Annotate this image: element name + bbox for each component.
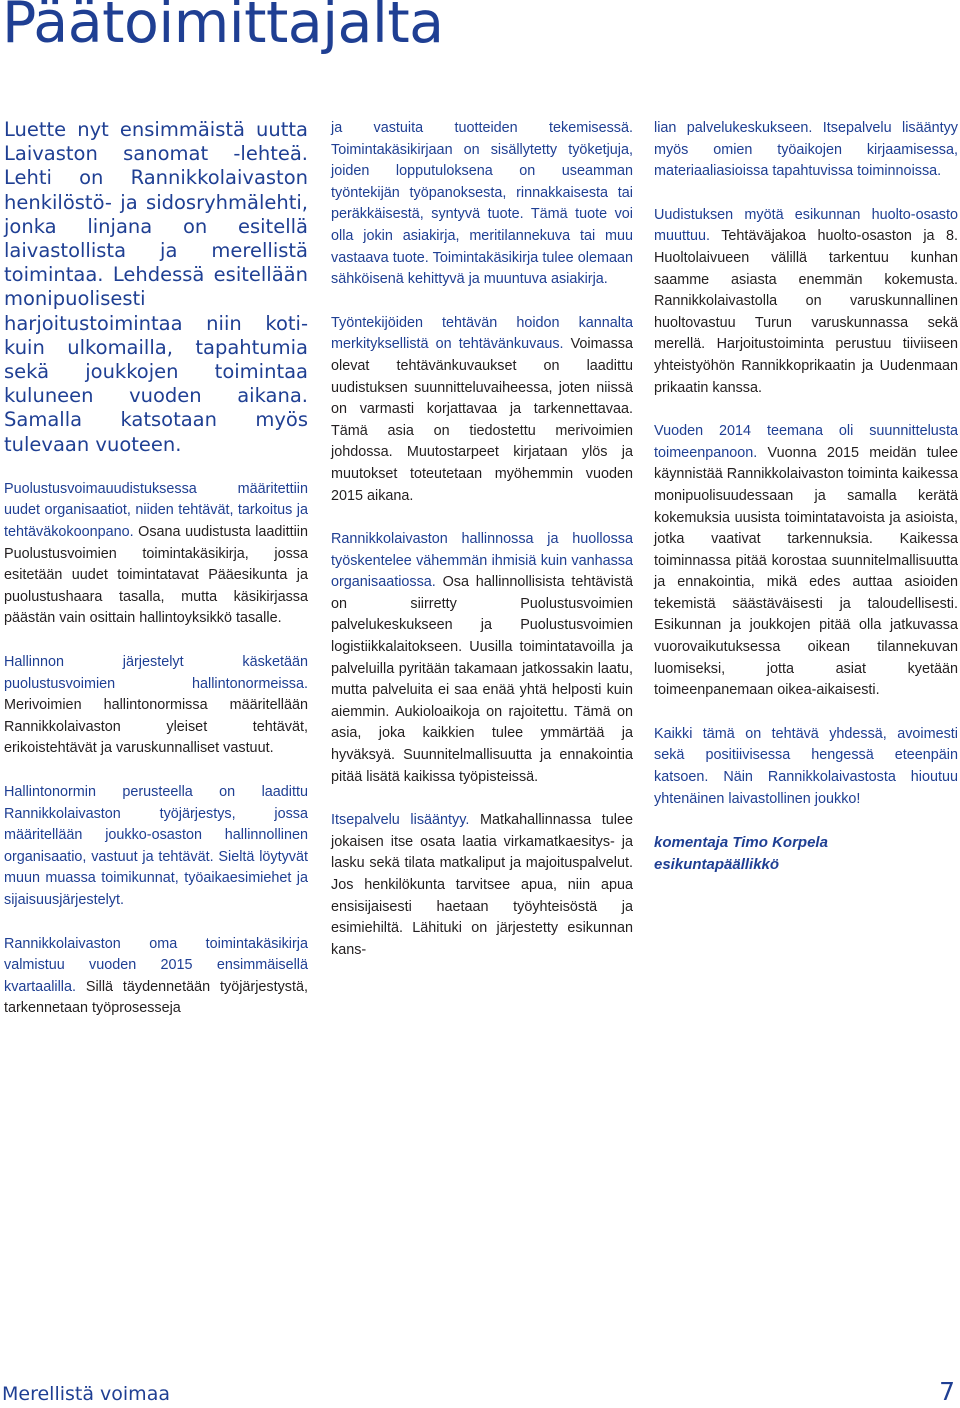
paragraph-lead: Itsepalvelu lisääntyy. xyxy=(331,812,470,829)
paragraph-lead: Rannikkolaivaston oma toimintakäsikirja valmistuu vuoden 2015 ensimmäisellä kvartaalilla. xyxy=(4,935,308,995)
paragraph-lead: Rannikkolaivaston hallinnossa ja huollossa työskentelee vähemmän ihmisiä kuin vanhassa organisaatiossa. xyxy=(331,531,633,591)
paragraph-lead: Puolustusvoimauudistuksessa määritettiin uudet organisaatiot, niiden tehtävät, tarkoitus ja tehtäväkokoonpano. xyxy=(4,480,308,541)
paragraph-lead: Uudistuksen myötä esikunnan huolto-osasto muuttuu. xyxy=(654,206,958,245)
column-2 xyxy=(331,118,633,983)
author-signature xyxy=(654,832,958,875)
paragraph-lead: Työntekijöiden tehtävän hoidon kannalta merkityksellistä on tehtävänkuvaus. xyxy=(331,314,633,353)
lede-paragraph: Luette nyt ensimmäistä uutta Laivaston sanomat -lehteä. Lehti on Rannikkolaivaston henkilöstö- ja sidosryhmälehti, jonka linjana on esitellä laivastollista ja merellistä toimintaa. Lehdessä esitellään monipuolisesti harjoitustoimintaa niin koti- kuin ulkomailla, tapahtumia sekä joukkojen toimintaa kuluneen vuoden aikana. Samalla katsotaan myös tulevaan vuoteen. xyxy=(4,118,308,456)
column-3 xyxy=(654,118,958,875)
paragraph-text: Osa hallinnollisista tehtävistä on siirretty Puolustusvoimien palvelukeskukseen ja Puolustusvoimien logistiikkalaitokseen. Uusilla toimintatavoilla ja palveluilla pyritään takamaan jatkossakin laatu, mutta palveluita ei saa enää yhtä helposti kuin aiemmin. Aukioloaikoja on rajoitettu. Tämä on asia, joka kaikkien tulee ymmärtää ja hyväksyä. Suunnitelmallisuutta ja ennakointia pitää lisätä kaikissa työpisteissä. xyxy=(331,574,633,785)
paragraph xyxy=(654,724,958,810)
paragraph-text: Merivoimien hallintonormissa määritellään Rannikkolaivaston yleiset tehtävät, erikoistehtävät ja varuskunnalliset vastuut. xyxy=(4,697,308,757)
column-1 xyxy=(4,118,308,1042)
publication-name: Merellistä voimaa xyxy=(2,1383,170,1405)
paragraph-text: Matkahallinnassa tulee jokaisen itse osata laatia virkamatkaesitys- ja lasku sekä tilata matkaliput ja majoituspalvelut. Jos henkilökunta tarvitsee apua, niin apua ensisijaisesti haetaan työyhteisöstä ja esimiehiltä. Lähituki on järjestetty esikunnan kans- xyxy=(331,812,633,958)
paragraph: lian palvelukeskukseen. Itsepalvelu lisääntyy myös omien työaikojen kirjaamisessa, materiaaliasioissa tapahtuvissa toiminnoissa. xyxy=(654,120,958,180)
paragraph xyxy=(4,934,308,1020)
paragraph xyxy=(331,810,633,961)
paragraph xyxy=(4,782,308,912)
author-role: esikuntapäällikkö xyxy=(654,855,780,873)
paragraph-text: Voimassa olevat tehtävänkuvaukset on laadittu uudistuksen suunnitteluvaiheessa, joten niissä on varmasti korjattavaa ja tarkennettavaa. Tämä asia on tiedostettu merivoimien johdossa. Muutostarpeet kirjataan ylös ja muutokset toteutetaan myöhemmin vuoden 2015 aikana. xyxy=(331,336,634,504)
paragraph xyxy=(331,529,633,788)
paragraph-text: Vuonna 2015 meidän tulee käynnistää Rannikkolaivaston toiminta kaikessa monipuolisuudessaan ja samalla kerätä kokemuksia uusista toimintatavoista ja asioista, jotka vaativat tarkennuksia. Kaikessa toiminnassa pitää korostaa suunnitelmallisuutta ja ennakointia, mikä edes auttaa asioiden tekemistä säästäväisesti ja taloudellisesti. Esikunnan ja joukkojen pitää olla jatkuvassa vuorovaikutuksessa oikean tilannekuvan luomiseksi, jotta asiat kyetään toimeenpanemaan oikea-aikaisesti. xyxy=(654,444,958,699)
paragraph-lead: Hallinnon järjestelyt käsketään puolustusvoimien hallintonormeissa. xyxy=(4,654,308,692)
paragraph xyxy=(4,652,308,760)
page-title: Päätoimittajalta xyxy=(2,0,444,56)
paragraph-text: Tehtäväjakoa huolto-osaston ja 8. Huoltolaivueen välillä tarkentuu kunhan saamme asiasta enemmän kokemusta. Rannikkolaivastolla on varuskunnallinen huoltovastuu Turun varuskunnassa sekä merellä. Harjoitustoiminta perustuu tiiviiseen yhteistyöhön Rannikkoprikaatin ja Uudenmaan prikaatin kanssa. xyxy=(654,228,958,396)
author-name: komentaja Timo Korpela xyxy=(654,834,828,852)
paragraph-text: Sillä täydennetään työjärjestystä, tarkennetaan työprosesseja xyxy=(4,978,308,1017)
paragraph-lead: Hallintonormin perusteella on laadittu Rannikkolaivaston työjärjestys, jossa määritellään joukko-osaston hallinnollinen organisaatio, vastuut ja tehtävät. Sieltä löytyvät muun muassa toimikunnat, työaikaesimiehet ja sijaisuusjärjestelyt. xyxy=(4,783,308,908)
paragraph-lead: Kaikki tämä on tehtävä yhdessä, avoimesti sekä positiivisessa hengessä eteenpäin katsoen. Näin Rannikkolaivastosta hioutuu yhtenäinen laivastollinen joukko! xyxy=(654,725,958,807)
page-number: 7 xyxy=(939,1377,955,1406)
paragraph-lead: Vuoden 2014 teemana oli suunnittelusta toimeenpanoon. xyxy=(654,423,958,461)
paragraph xyxy=(654,421,958,702)
paragraph: ja vastuita tuotteiden tekemisessä. Toimintakäsikirjaan on sisällytetty työketjuja, joiden lopputuloksena on useamman työntekijän työpanoksesta, rinnakkaisesta tai peräkkäisestä, syntyvä tuote. Tämä tuote voi olla jokin asiakirja, meritilannekuva tai muu vastaava tuote. Toimintakäsikirja tulee olemaan sähköisenä kehittyvä ja muuntuva asiakirja. xyxy=(331,120,633,288)
paragraph xyxy=(4,479,308,630)
paragraph xyxy=(331,313,633,507)
paragraph xyxy=(654,205,958,399)
paragraph-text: Osana uudistusta laadittiin Puolustusvoimien toimintakäsikirja, jossa esitetään uudet toimintatavat Pääesikunta ja puolustushaara tasalla, mutta käsikirjassa päästän vain osittain hallintoyksikkö tasalle. xyxy=(4,524,308,627)
